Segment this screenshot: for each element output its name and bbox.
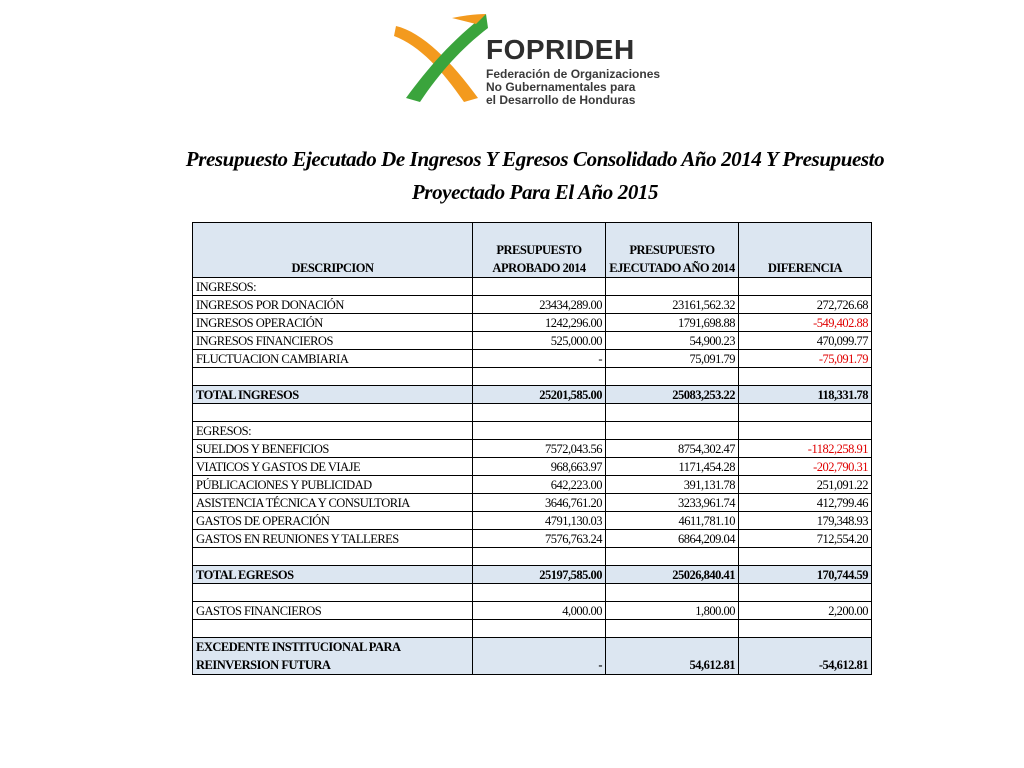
page-title-line-1: Presupuesto Ejecutado De Ingresos Y Egresos Consolidado Año 2014 Y Presupuesto bbox=[185, 147, 885, 171]
cell-diferencia: -75,091.79 bbox=[739, 350, 872, 368]
cell-ejecutado bbox=[606, 404, 739, 422]
cell-ejecutado: 23161,562.32 bbox=[606, 296, 739, 314]
cell-ejecutado bbox=[606, 422, 739, 440]
cell-ejecutado: 6864,209.04 bbox=[606, 530, 739, 548]
cell-diferencia: 251,091.22 bbox=[739, 476, 872, 494]
cell-aprobado: 7572,043.56 bbox=[473, 440, 606, 458]
cell-diferencia: 2,200.00 bbox=[739, 602, 872, 620]
budget-table bbox=[192, 222, 872, 675]
cell-descripcion bbox=[193, 620, 473, 638]
header-aprobado: PRESUPUESTO APROBADO 2014 bbox=[473, 223, 606, 278]
cell-ejecutado: 25083,253.22 bbox=[606, 386, 739, 404]
cell-diferencia bbox=[739, 278, 872, 296]
cell-diferencia bbox=[739, 584, 872, 602]
cell-diferencia: -54,612.81 bbox=[739, 638, 872, 675]
cell-descripcion: INGRESOS POR DONACIÓN bbox=[193, 296, 473, 314]
table-row bbox=[193, 476, 872, 494]
cell-diferencia: 412,799.46 bbox=[739, 494, 872, 512]
cell-aprobado: 3646,761.20 bbox=[473, 494, 606, 512]
cell-ejecutado: 54,900.23 bbox=[606, 332, 739, 350]
cell-descripcion: SUELDOS Y BENEFICIOS bbox=[193, 440, 473, 458]
cell-descripcion: TOTAL INGRESOS bbox=[193, 386, 473, 404]
cell-aprobado bbox=[473, 620, 606, 638]
cell-aprobado bbox=[473, 368, 606, 386]
table-row bbox=[193, 458, 872, 476]
section-label-egresos bbox=[193, 422, 872, 440]
cell-ejecutado: 1,800.00 bbox=[606, 602, 739, 620]
cell-aprobado bbox=[473, 404, 606, 422]
header-diferencia: DIFERENCIA bbox=[739, 223, 872, 278]
cell-aprobado: 4,000.00 bbox=[473, 602, 606, 620]
logo-line-2: No Gubernamentales para bbox=[486, 80, 636, 94]
logo-name: FOPRIDEH bbox=[486, 34, 635, 65]
table-row bbox=[193, 296, 872, 314]
cell-aprobado: 4791,130.03 bbox=[473, 512, 606, 530]
table-row bbox=[193, 512, 872, 530]
cell-ejecutado: 1791,698.88 bbox=[606, 314, 739, 332]
cell-aprobado: 1242,296.00 bbox=[473, 314, 606, 332]
cell-descripcion: EGRESOS: bbox=[193, 422, 473, 440]
cell-ejecutado bbox=[606, 278, 739, 296]
table-row bbox=[193, 530, 872, 548]
table-row bbox=[193, 440, 872, 458]
cell-aprobado: 968,663.97 bbox=[473, 458, 606, 476]
total-egresos-row bbox=[193, 566, 872, 584]
cell-ejecutado: 25026,840.41 bbox=[606, 566, 739, 584]
page-title bbox=[80, 143, 990, 209]
cell-ejecutado: 391,131.78 bbox=[606, 476, 739, 494]
cell-descripcion bbox=[193, 548, 473, 566]
cell-ejecutado: 54,612.81 bbox=[606, 638, 739, 675]
cell-diferencia: 118,331.78 bbox=[739, 386, 872, 404]
cell-ejecutado: 1171,454.28 bbox=[606, 458, 739, 476]
cell-aprobado: 23434,289.00 bbox=[473, 296, 606, 314]
cell-descripcion: FLUCTUACION CAMBIARIA bbox=[193, 350, 473, 368]
cell-descripcion: VIATICOS Y GASTOS DE VIAJE bbox=[193, 458, 473, 476]
table-row bbox=[193, 314, 872, 332]
cell-descripcion: PÚBLICACIONES Y PUBLICIDAD bbox=[193, 476, 473, 494]
header-ejecutado: PRESUPUESTO EJECUTADO AÑO 2014 bbox=[606, 223, 739, 278]
cell-aprobado: 25197,585.00 bbox=[473, 566, 606, 584]
cell-descripcion bbox=[193, 404, 473, 422]
cell-diferencia: 712,554.20 bbox=[739, 530, 872, 548]
cell-ejecutado bbox=[606, 620, 739, 638]
cell-aprobado: - bbox=[473, 638, 606, 675]
cell-aprobado: 525,000.00 bbox=[473, 332, 606, 350]
cell-diferencia: 272,726.68 bbox=[739, 296, 872, 314]
cell-diferencia bbox=[739, 548, 872, 566]
cell-aprobado bbox=[473, 548, 606, 566]
cell-ejecutado bbox=[606, 548, 739, 566]
cell-descripcion: INGRESOS OPERACIÓN bbox=[193, 314, 473, 332]
table-row bbox=[193, 332, 872, 350]
blank-row bbox=[193, 584, 872, 602]
cell-ejecutado: 3233,961.74 bbox=[606, 494, 739, 512]
table-row bbox=[193, 350, 872, 368]
cell-diferencia: 470,099.77 bbox=[739, 332, 872, 350]
cell-aprobado bbox=[473, 422, 606, 440]
cell-diferencia bbox=[739, 404, 872, 422]
cell-descripcion: INGRESOS FINANCIEROS bbox=[193, 332, 473, 350]
cell-diferencia: 170,744.59 bbox=[739, 566, 872, 584]
section-label-ingresos bbox=[193, 278, 872, 296]
gastos-financieros-row bbox=[193, 602, 872, 620]
blank-row bbox=[193, 620, 872, 638]
header-descripcion: DESCRIPCION bbox=[193, 223, 473, 278]
cell-ejecutado: 8754,302.47 bbox=[606, 440, 739, 458]
cell-descripcion: INGRESOS: bbox=[193, 278, 473, 296]
cell-diferencia: -1182,258.91 bbox=[739, 440, 872, 458]
cell-aprobado: - bbox=[473, 350, 606, 368]
cell-ejecutado: 4611,781.10 bbox=[606, 512, 739, 530]
table-row bbox=[193, 494, 872, 512]
logo-x-mark-icon bbox=[392, 12, 488, 104]
cell-descripcion bbox=[193, 584, 473, 602]
cell-ejecutado bbox=[606, 584, 739, 602]
cell-descripcion: GASTOS DE OPERACIÓN bbox=[193, 512, 473, 530]
cell-ejecutado bbox=[606, 368, 739, 386]
blank-row bbox=[193, 548, 872, 566]
cell-diferencia: -549,402.88 bbox=[739, 314, 872, 332]
cell-aprobado bbox=[473, 584, 606, 602]
cell-aprobado: 25201,585.00 bbox=[473, 386, 606, 404]
cell-aprobado: 7576,763.24 bbox=[473, 530, 606, 548]
cell-descripcion: TOTAL EGRESOS bbox=[193, 566, 473, 584]
cell-diferencia bbox=[739, 368, 872, 386]
cell-ejecutado: 75,091.79 bbox=[606, 350, 739, 368]
cell-diferencia: 179,348.93 bbox=[739, 512, 872, 530]
total-ingresos-row bbox=[193, 386, 872, 404]
cell-diferencia bbox=[739, 422, 872, 440]
table-header-row bbox=[193, 223, 872, 278]
cell-descripcion: EXCEDENTE INSTITUCIONAL PARA REINVERSION FUTURA bbox=[193, 638, 473, 675]
cell-diferencia bbox=[739, 620, 872, 638]
cell-diferencia: -202,790.31 bbox=[739, 458, 872, 476]
foprideh-logo bbox=[392, 12, 682, 107]
logo-line-3: el Desarrollo de Honduras bbox=[486, 93, 636, 107]
cell-descripcion: GASTOS FINANCIEROS bbox=[193, 602, 473, 620]
excedente-row bbox=[193, 638, 872, 675]
cell-descripcion: ASISTENCIA TÉCNICA Y CONSULTORIA bbox=[193, 494, 473, 512]
cell-descripcion bbox=[193, 368, 473, 386]
cell-aprobado bbox=[473, 278, 606, 296]
blank-row bbox=[193, 404, 872, 422]
page-title-line-2: Proyectado Para El Año 2015 bbox=[411, 180, 659, 204]
cell-descripcion: GASTOS EN REUNIONES Y TALLERES bbox=[193, 530, 473, 548]
cell-aprobado: 642,223.00 bbox=[473, 476, 606, 494]
blank-row bbox=[193, 368, 872, 386]
logo-line-1: Federación de Organizaciones bbox=[486, 67, 661, 81]
